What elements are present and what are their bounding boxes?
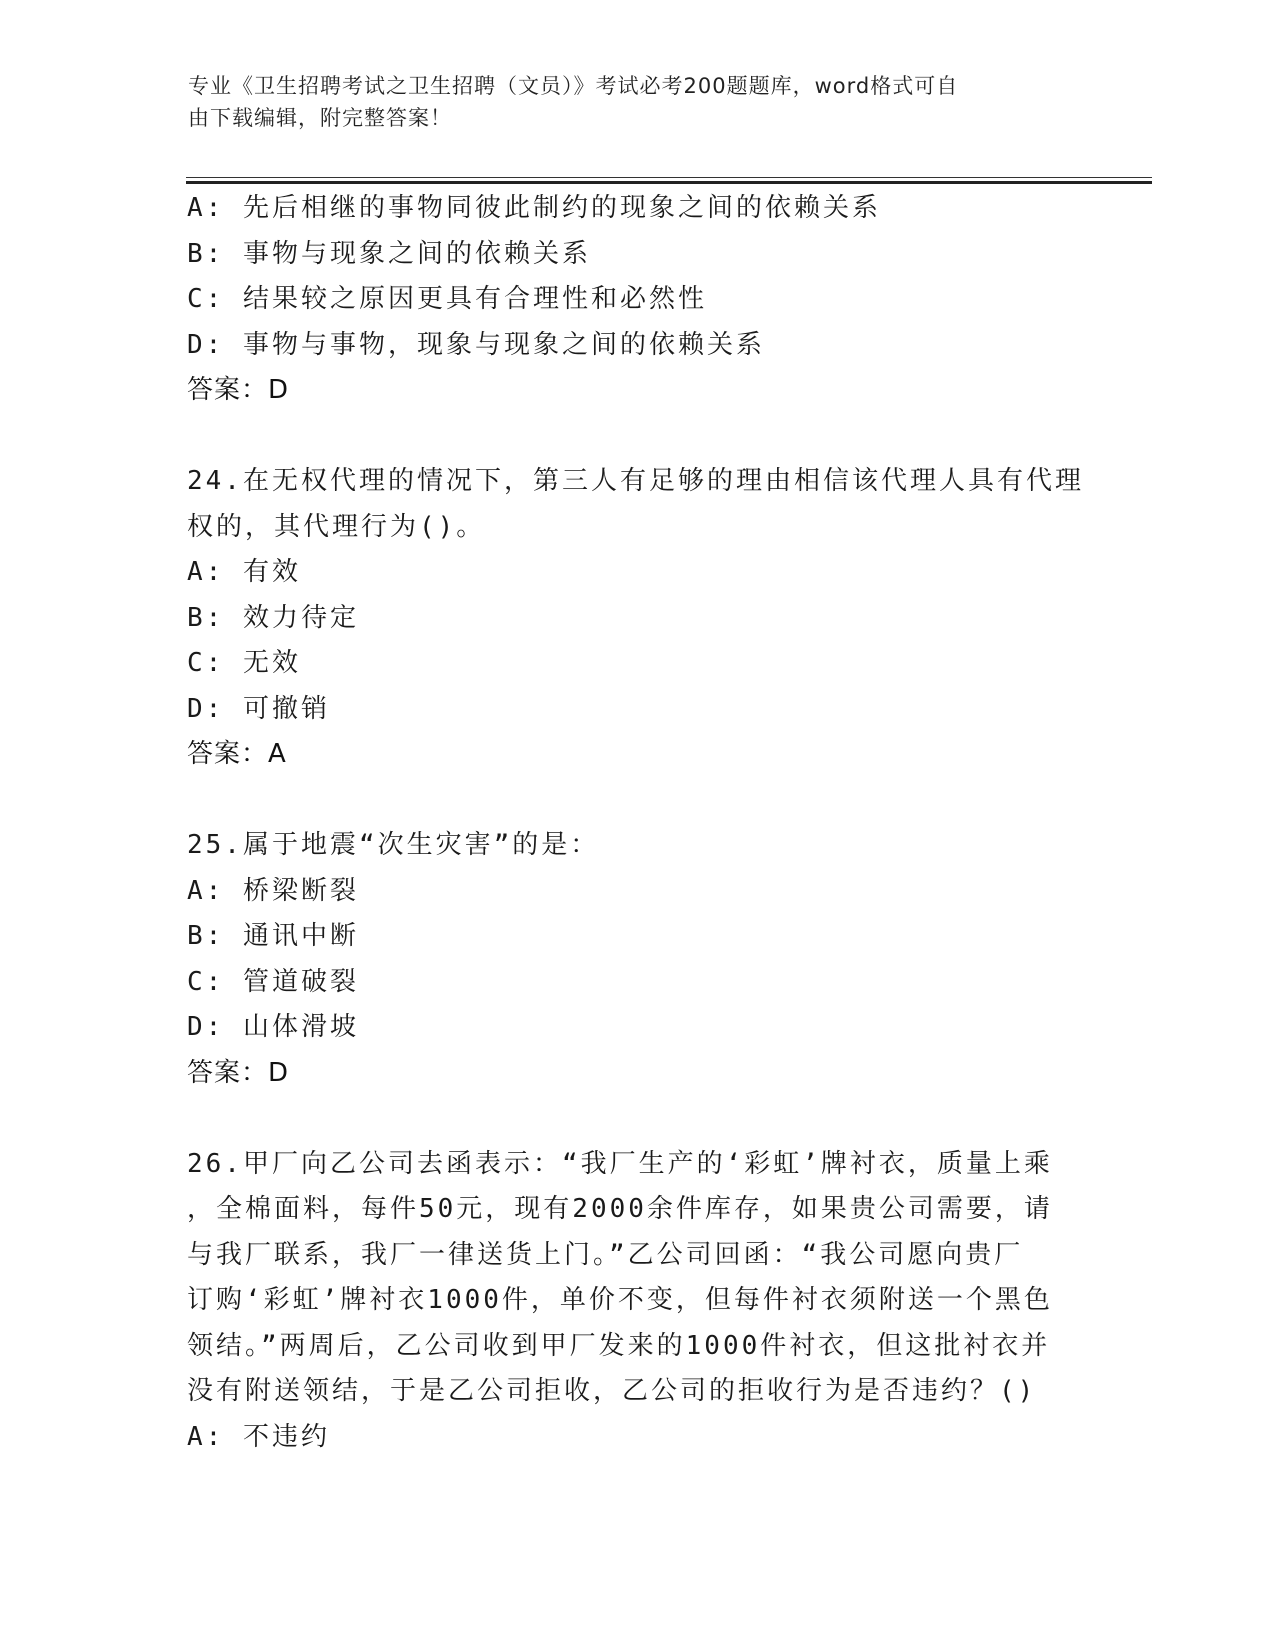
header-line-2: 由下载编辑，附完整答案！ [188, 106, 452, 130]
question-23 [187, 186, 1087, 414]
header-divider-thick [186, 181, 1152, 184]
spacer [187, 414, 1087, 460]
option-a: A: 先后相继的事物同彼此制约的现象之间的依赖关系 [187, 193, 881, 223]
option-a: A: 不违约 [187, 1421, 330, 1452]
question-stem-line: 与我厂联系，我厂一律送货上门。”乙公司回函：“我公司愿向贵厂 [187, 1239, 1024, 1270]
question-stem-line: 24.在无权代理的情况下，第三人有足够的理由相信该代理人具有代理 [187, 466, 1084, 496]
question-stem-line: 25.属于地震“次生灾害”的是： [187, 830, 600, 860]
option-d: D: 山体滑坡 [187, 1012, 359, 1042]
spacer [187, 1096, 1087, 1142]
question-26 [187, 1142, 1087, 1461]
question-list [187, 186, 1087, 1460]
option-c: C: 结果较之原因更具有合理性和必然性 [187, 284, 707, 314]
header-divider-thin [186, 177, 1152, 178]
answer-label: 答案：A [187, 739, 287, 769]
page-header [188, 70, 1068, 134]
answer-label: 答案：D [187, 375, 290, 405]
question-stem-line: 权的，其代理行为()。 [187, 511, 486, 542]
option-c: C: 无效 [187, 648, 301, 678]
question-stem-line: 没有附送领结，于是乙公司拒收，乙公司的拒收行为是否违约？() [187, 1376, 1037, 1406]
option-a: A: 桥梁断裂 [187, 875, 359, 906]
option-c: C: 管道破裂 [187, 966, 359, 997]
question-stem-line: 26.甲厂向乙公司去函表示：“我厂生产的‘彩虹’牌衬衣，质量上乘 [187, 1148, 1053, 1179]
question-24 [187, 459, 1087, 778]
option-b: B: 效力待定 [187, 602, 359, 633]
spacer [187, 778, 1087, 824]
question-25 [187, 823, 1087, 1096]
answer-label: 答案：D [187, 1057, 290, 1088]
option-d: D: 事物与事物，现象与现象之间的依赖关系 [187, 329, 765, 360]
option-d: D: 可撤销 [187, 693, 330, 724]
option-b: B: 通讯中断 [187, 921, 359, 951]
option-a: A: 有效 [187, 557, 301, 587]
question-stem-line: 领结。”两周后，乙公司收到甲厂发来的1000件衬衣，但这批衬衣并 [187, 1330, 1051, 1361]
header-line-1: 专业《卫生招聘考试之卫生招聘（文员）》考试必考200题题库，word格式可自 [188, 74, 959, 98]
question-stem-line: ，全棉面料，每件50元，现有2000余件库存，如果贵公司需要，请 [187, 1194, 1053, 1224]
question-stem-line: 订购‘彩虹’牌衬衣1000件，单价不变，但每件衬衣须附送一个黑色 [187, 1285, 1053, 1315]
option-b: B: 事物与现象之间的依赖关系 [187, 238, 591, 269]
